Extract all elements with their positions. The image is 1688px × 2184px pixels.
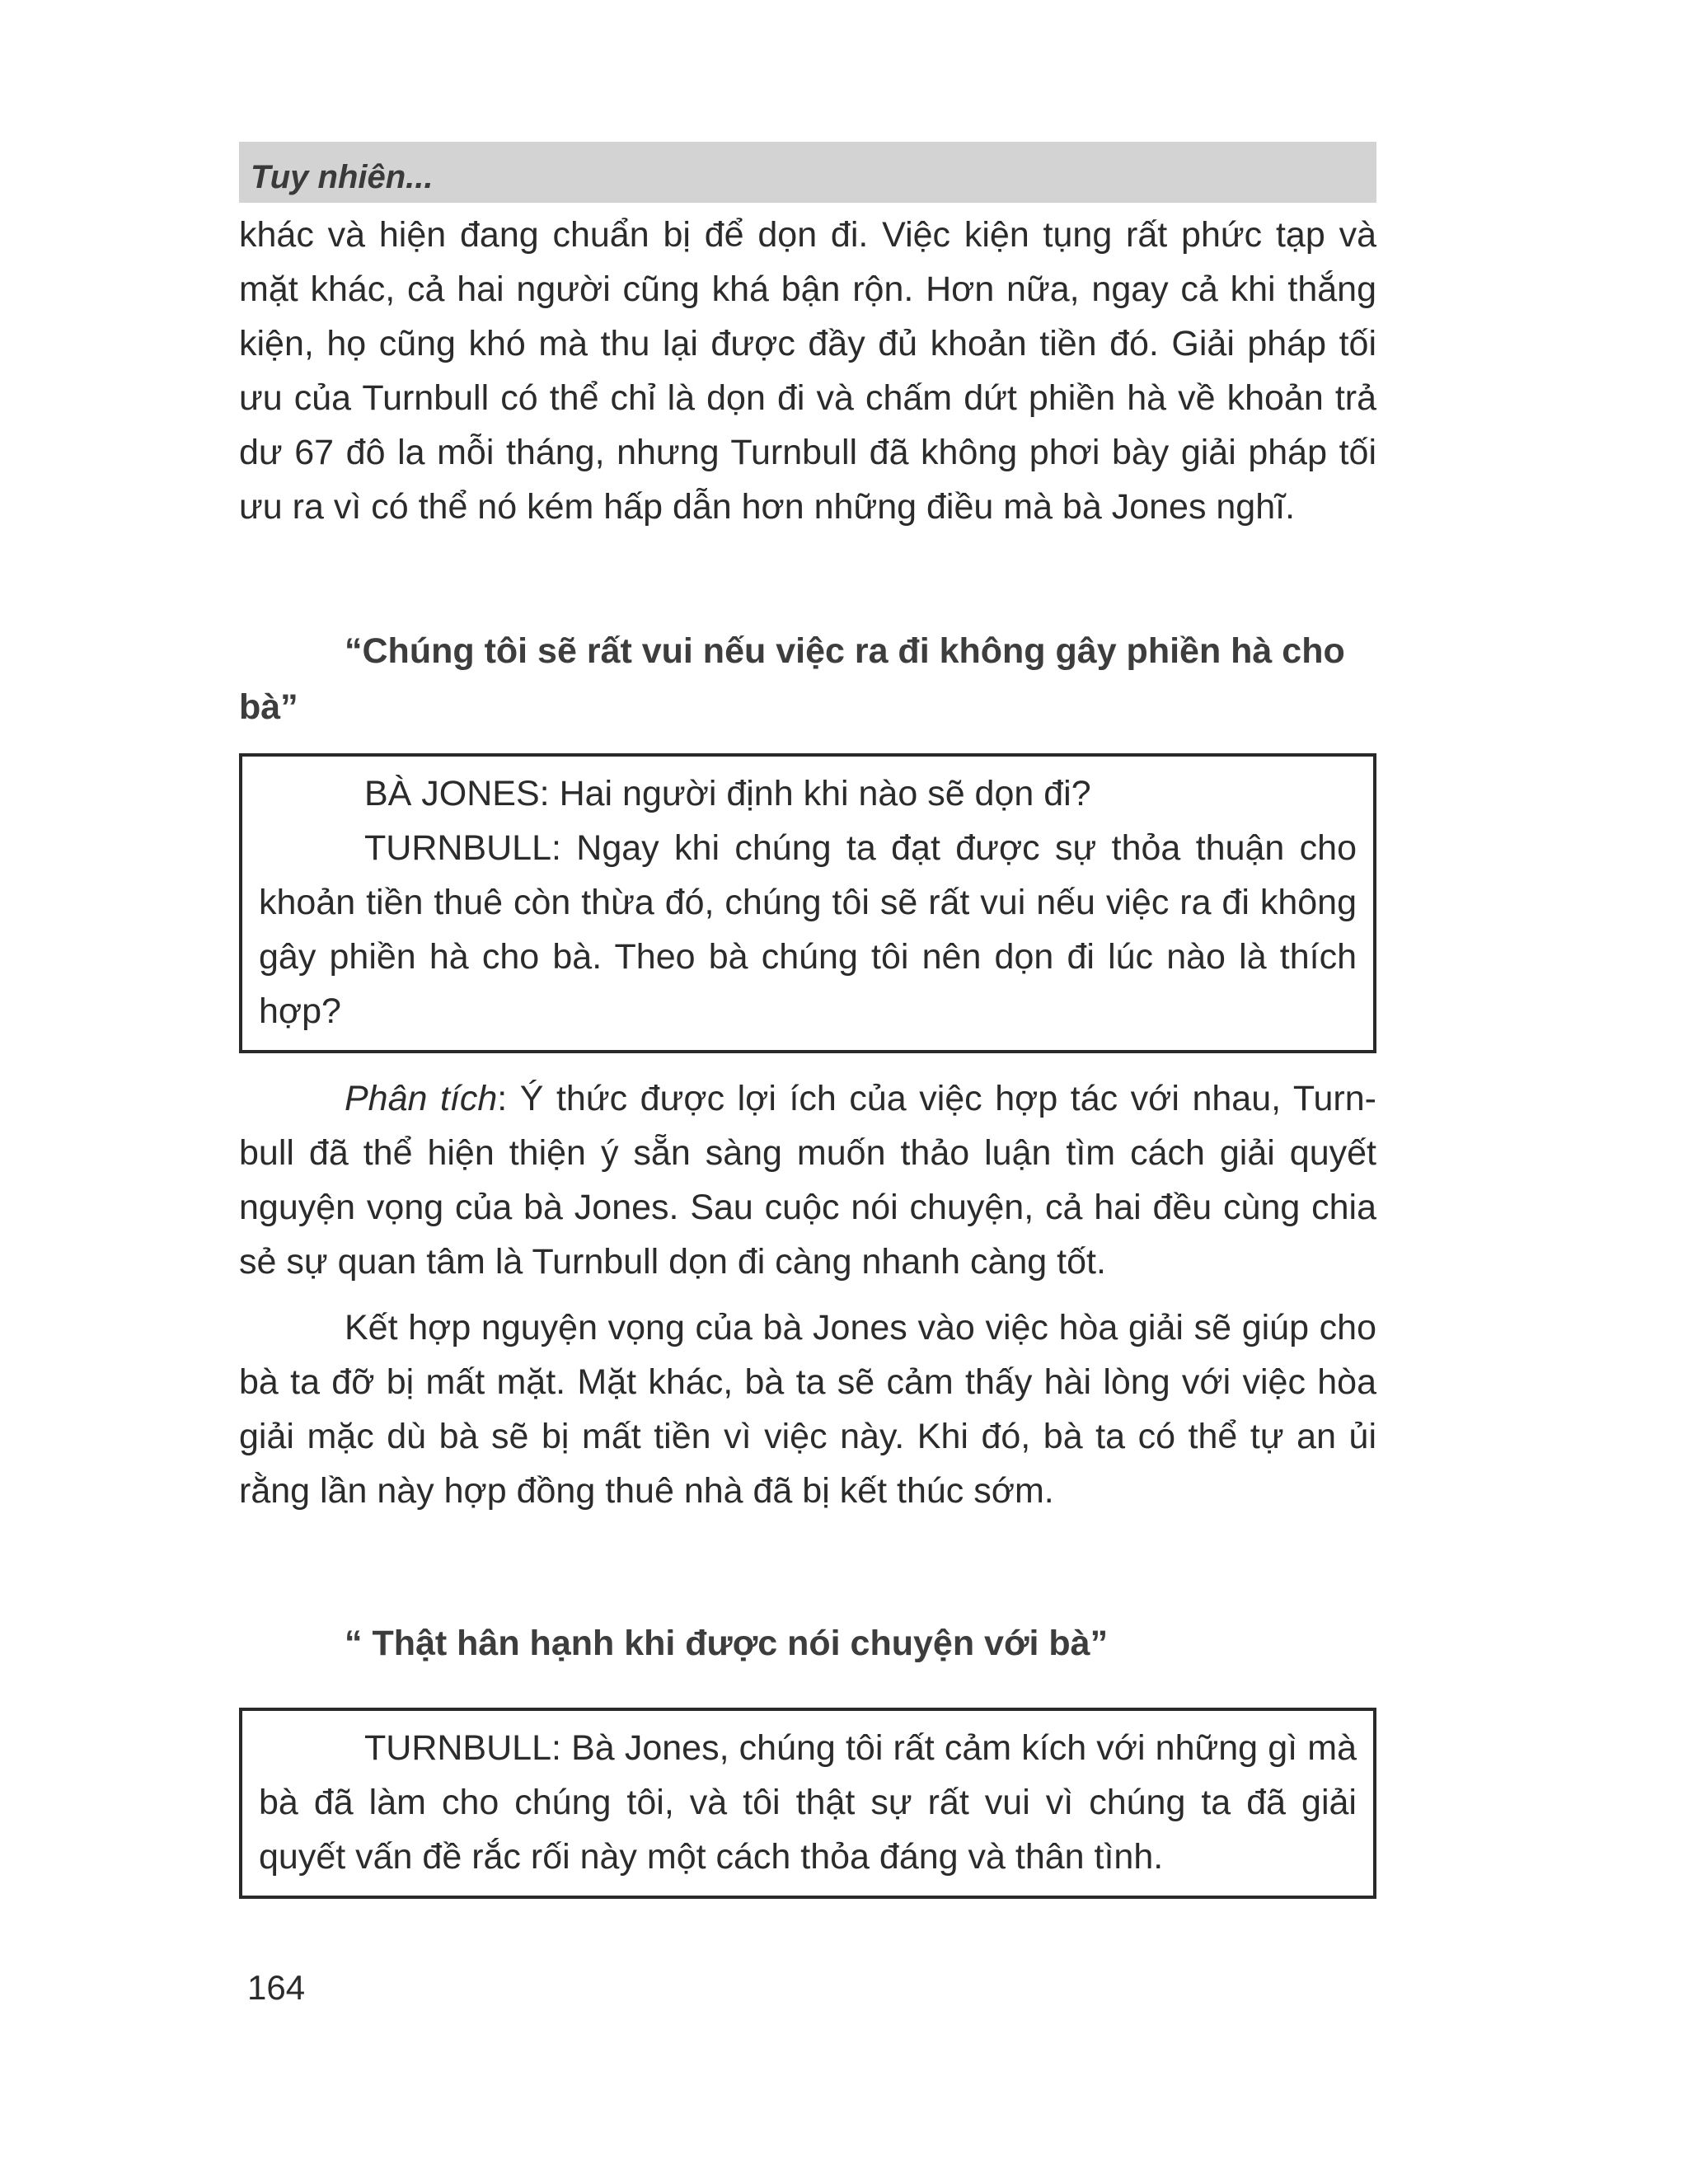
- analysis-paragraph: [239, 1071, 1376, 1289]
- section-heading-1: “Chúng tôi sẽ rất vui nếu việc ra đi không gây phiền hà cho bà”: [239, 631, 1345, 727]
- dialog-line-jones: BÀ JONES: Hai người định khi nào sẽ dọn đi?: [364, 774, 1091, 813]
- follow-paragraph: Kết hợp nguyện vọng của bà Jones vào việc hòa giải sẽ giúp cho bà ta đỡ bị mất mặt. Mặt khác, bà ta sẽ cảm thấy hài lòng với việc hòa giải mặc dù bà sẽ bị mất tiền vì việc này. Khi đó, bà ta có thể tự an ủi rằng lần này hợp đồng thuê nhà đã bị kết thúc sớm.: [239, 1308, 1376, 1511]
- dialog-box-2: [239, 1708, 1376, 1899]
- running-header: Tuy nhiên...: [239, 142, 1376, 203]
- analysis-text: : Ý thức được lợi ích của việc hợp tác với nhau, Turnbull đã thể hiện thiện ý sẵn sàng muốn thảo luận tìm cách giải quyết nguyện vọng của bà Jones. Sau cuộc nói chuyện, cả hai đều cùng chia sẻ sự quan tâm là Turnbull dọn đi càng nhanh càng tốt.: [239, 1079, 1376, 1282]
- dialog-box-1: [239, 753, 1376, 1053]
- dialog-line-turnbull: TURNBULL: Ngay khi chúng ta đạt được sự thỏa thuận cho khoản tiền thuê còn thừa đó, chúng tôi sẽ rất vui nếu việc ra đi không gây phiền hà cho bà. Theo bà chúng tôi nên dọn đi lúc nào là thích hợp?: [259, 828, 1357, 1031]
- section-heading-2: “ Thật hân hạnh khi được nói chuyện với bà”: [345, 1624, 1109, 1663]
- page-number: 164: [247, 1968, 306, 2007]
- book-page: [239, 142, 1376, 1899]
- intro-paragraph: khác và hiện đang chuẩn bị để dọn đi. Việc kiện tụng rất phức tạp và mặt khác, cả hai người cũng khá bận rộn. Hơn nữa, ngay cả khi thắng kiện, họ cũng khó mà thu lại được đầy đủ khoản tiền đó. Giải pháp tối ưu của Turnbull có thể chỉ là dọn đi và chấm dứt phiền hà về khoản trả dư 67 đô la mỗi tháng, nhưng Turnbull đã không phơi bày giải pháp tối ưu ra vì có thể nó kém hấp dẫn hơn những điều mà bà Jones nghĩ.: [239, 215, 1376, 527]
- dialog-line-turnbull-closing: TURNBULL: Bà Jones, chúng tôi rất cảm kích với những gì mà bà đã làm cho chúng tôi, và tôi thật sự rất vui vì chúng ta đã giải quyết vấn đề rắc rối này một cách thỏa đáng và thân tình.: [259, 1728, 1357, 1877]
- analysis-label: Phân tích: [345, 1079, 498, 1118]
